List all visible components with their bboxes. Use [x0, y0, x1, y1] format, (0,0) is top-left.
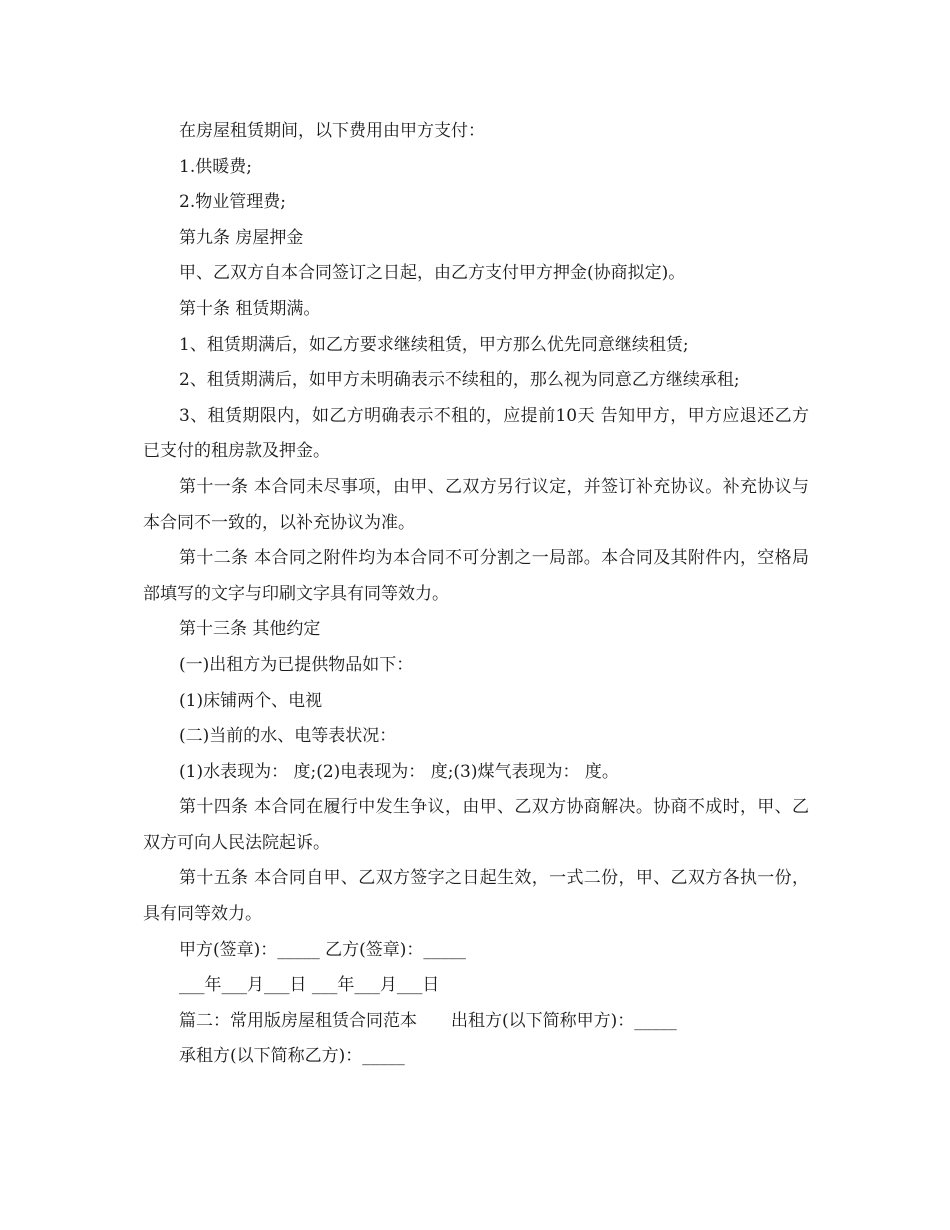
paragraph-meter-readings: (1)水表现为： 度;(2)电表现为： 度;(3)煤气表现为： 度。 — [179, 761, 619, 782]
paragraph-expiry-3: 3、租赁期限内，如乙方明确表示不租的，应提前10天 告知甲方，甲方应退还乙方已支付的租房款及押金。 — [143, 405, 809, 462]
paragraph-signatures: 甲方(签章)：_____ 乙方(签章)：_____ — [179, 939, 466, 960]
paragraph-items-list: (1)床铺两个、电视 — [179, 690, 323, 711]
paragraph-property-fee: 2.物业管理费; — [179, 192, 286, 213]
paragraph-expiry-2: 2、租赁期满后，如甲方未明确表示不续租的，那么视为同意乙方继续承租; — [179, 370, 740, 391]
paragraph-part-2-heading: 篇二：常用版房屋租赁合同范本 出租方(以下简称甲方)：_____ — [179, 1010, 677, 1031]
heading-article-9: 第九条 房屋押金 — [179, 227, 304, 248]
paragraph-dates: ___年___月___日 ___年___月___日 — [179, 975, 440, 996]
paragraph-lessee: 承租方(以下简称乙方)：_____ — [179, 1046, 405, 1067]
paragraph-heating-fee: 1.供暖费; — [179, 156, 252, 177]
heading-article-13: 第十三条 其他约定 — [179, 619, 321, 640]
paragraph-article-14: 第十四条 本合同在履行中发生争议，由甲、乙双方协商解决。协商不成时，甲、乙双方可向人民法院起诉。 — [143, 797, 809, 853]
paragraph-expiry-1: 1、租赁期满后，如乙方要求继续租赁，甲方那么优先同意继续租赁; — [179, 334, 689, 355]
paragraph-article-15: 第十五条 本合同自甲、乙双方签字之日起生效，一式二份，甲、乙双方各执一份，具有同等效力。 — [143, 868, 809, 925]
paragraph-fee-intro: 在房屋租赁期间，以下费用由甲方支付： — [179, 121, 485, 141]
paragraph-deposit: 甲、乙双方自本合同签订之日起，由乙方支付甲方押金(协商拟定)。 — [179, 263, 686, 284]
document-body — [143, 114, 809, 1075]
paragraph-article-12: 第十二条 本合同之附件均为本合同不可分割之一局部。本合同及其附件内，空格局部填写的文字与印刷文字具有同等效力。 — [143, 548, 809, 604]
paragraph-meter-status: (二)当前的水、电等表状况： — [179, 726, 397, 747]
heading-article-10: 第十条 租赁期满。 — [179, 298, 321, 319]
paragraph-article-11: 第十一条 本合同未尽事项，由甲、乙双方另行议定，并签订补充协议。补充协议与本合同不一致的，以补充协议为准。 — [143, 476, 809, 533]
paragraph-provided-items: (一)出租方为已提供物品如下： — [179, 654, 414, 675]
